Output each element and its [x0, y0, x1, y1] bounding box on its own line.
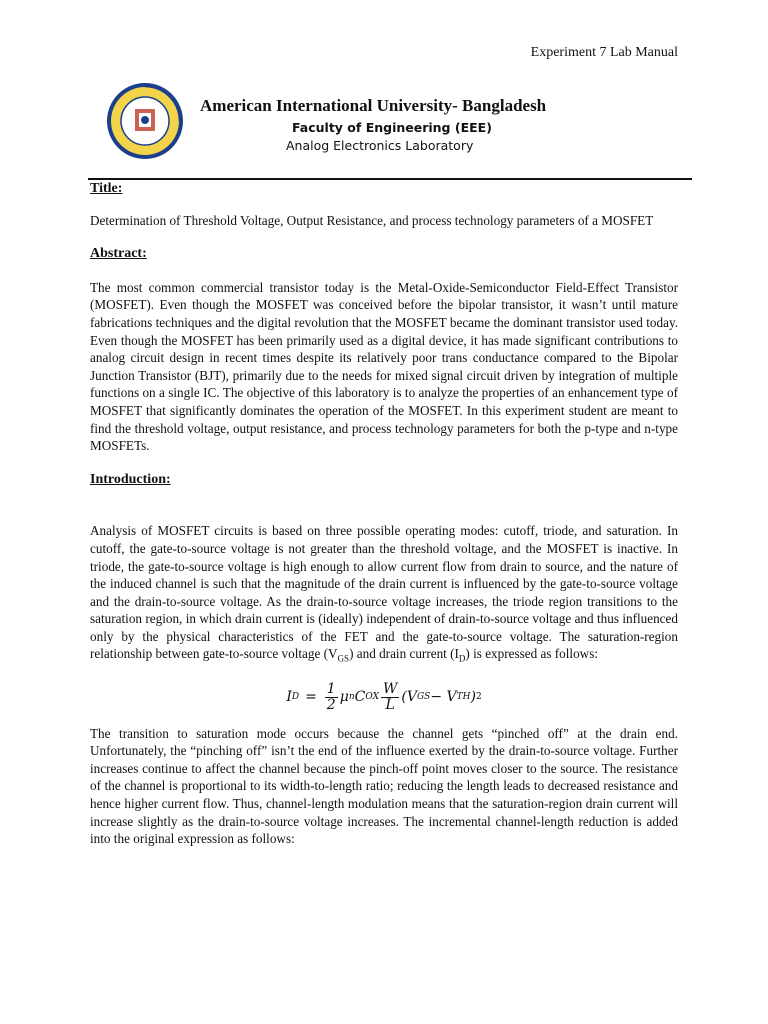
university-logo [106, 82, 184, 160]
intro-paragraph-1: Analysis of MOSFET circuits is based on three possible operating modes: cutoff, triode, and saturation. In cutoff, the gate-to-source voltage is not greater than the threshold voltage, and the MOSFET is inactive. In triode, the gate-to-source voltage is high enough to allow current flow from drain to source, and the nature of the induced channel is such that the magnitude of the drain current is influenced by the gate-to-source voltage and the drain-to-source voltage. As the drain-to-source voltage increases, the triode region transitions to the saturation region, in which drain current is (ideally) independent of drain-to-source voltage and thus influenced only by the physical characteristics of the FET and the gate-to-source voltage. The saturation-region relationship between gate-to-source voltage $(V_{GS})$ and drain current $(I_D)$ is expressed as follows: [90, 523, 678, 665]
one-half-fraction: $\frac{1}{2}$ [326, 681, 336, 714]
abstract-heading: Abstract: [90, 246, 147, 262]
document-body [90, 180, 678, 848]
manual-label: Experiment 7 Lab Manual [530, 45, 678, 60]
lab-name: Analog Electronics Laboratory [286, 138, 474, 153]
w-over-l-fraction: $\frac{W}{L}$ [382, 681, 398, 714]
introduction-heading: Introduction: [90, 471, 171, 487]
abstract-text: The most common commercial transistor today is the Metal-Oxide-Semiconductor Field-Effect Transistor (MOSFET). Even though the MOSFET was conceived before the bipolar transistor, it wasn’t until mature fabrications techniques and the digital revolution that the MOSFET became the dominant transistor used today. Even though the MOSFET has been primarily used as a digital device, it has made significant contributions to analog circuit design in recent times despite its relatively poor trans conductance compared to the Bipolar Junction Transistor (BJT), primarily due to the needs for mixed signal circuit driven by integration of multiple functions on a single IC. The objective of this laboratory is to analyze the properties of an enhancement type of MOSFET that significantly dominates the operation of the MOSFET. In this experiment student are meant to find the threshold voltage, output resistance, and process technology parameters for both the p-type and n-type MOSFETs. [90, 279, 678, 454]
intro-paragraph-2: The transition to saturation mode occurs because the channel gets “pinched off” at the drain end. Unfortunately, the “pinching off” isn’t the end of the influence exerted by the drain-to-source voltage. Further increases continue to affect the channel because the pinch-off point moves closer to the source. The resistance of the channel is proportional to its width-to-length ratio; reducing the length leads to decreased resistance and hence higher current flow. Thus, channel-length modulation means that the saturation-region drain current will increase slightly as the drain-to-source voltage increases. The incremental channel-length reduction is added into the original expression as follows: [90, 725, 678, 847]
title-heading: Title: [90, 181, 123, 196]
university-name: American International University- Bangladesh [200, 96, 547, 115]
faculty-name: Faculty of Engineering (EEE) [292, 120, 492, 135]
saturation-equation: I D = $\frac{1}{2}$ μ n C OX $\frac{W}{L}$ (V GS − V TH ) 2 [286, 681, 482, 714]
institution-block [200, 96, 620, 153]
title-text: Determination of Threshold Voltage, Output Resistance, and process technology parameters of a MOSFET [90, 212, 654, 228]
